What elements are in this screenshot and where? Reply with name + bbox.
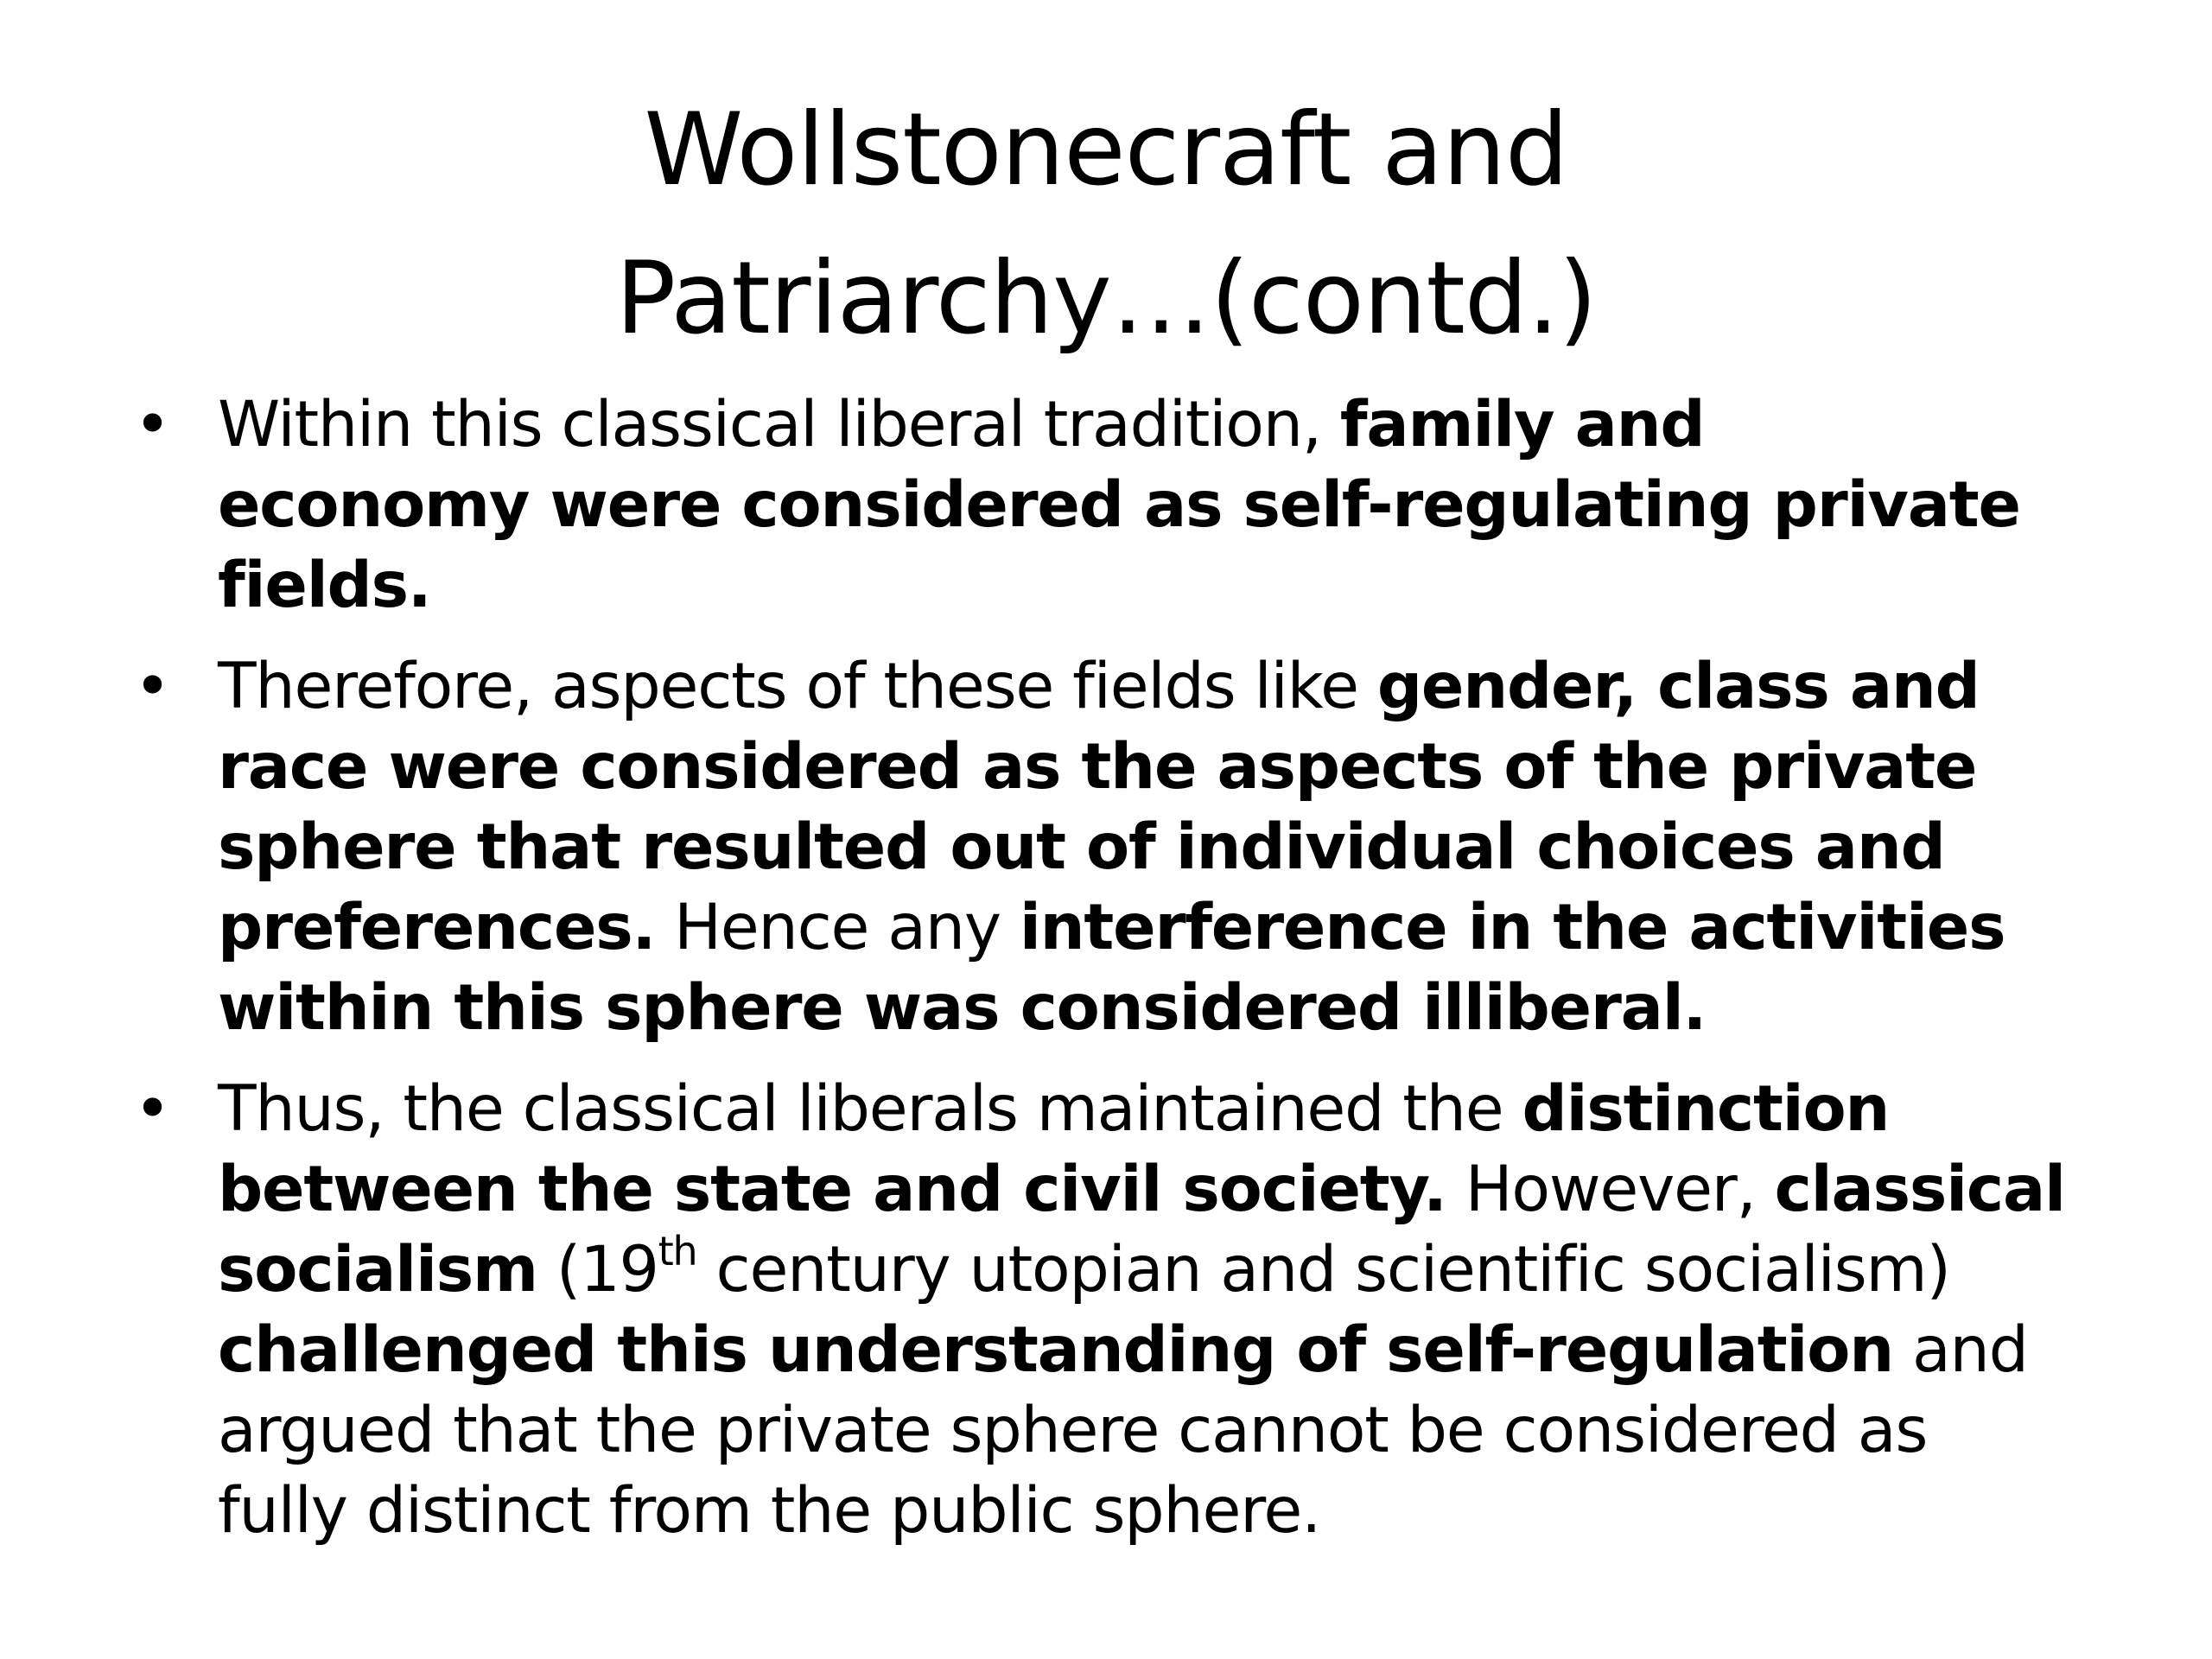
- text-bold: race were considered as the aspects of the private: [218, 730, 1977, 804]
- bullet-2-line-1: [218, 646, 2119, 727]
- bullet-3-line-3: [218, 1230, 2119, 1310]
- text-bold: classical: [1774, 1153, 2065, 1226]
- text-bold: preferences.: [218, 891, 656, 964]
- slide-title: [259, 76, 1953, 373]
- bullet-icon: •: [134, 1072, 170, 1146]
- text-bold: between the state and civil society.: [218, 1153, 1446, 1226]
- bullet-3-line-1: [218, 1069, 2119, 1149]
- bullet-item-2: [0, 646, 2119, 1048]
- bullet-3-line-2: [218, 1149, 2119, 1230]
- text-bold: family and: [1339, 388, 1705, 461]
- text-normal: Hence any: [655, 891, 1020, 964]
- bullet-2-line-2: [218, 727, 2119, 807]
- text-bold: fields.: [218, 549, 431, 622]
- text-normal: Therefore, aspects of these fields like: [218, 650, 1377, 723]
- bullet-3-line-6: [218, 1471, 2119, 1551]
- bullet-1-line-3: [218, 545, 2119, 626]
- bullet-2-line-5: [218, 968, 2119, 1048]
- title-line-2: Patriarchy…(contd.): [615, 240, 1597, 357]
- bullet-1-line-1: [218, 385, 2119, 465]
- text-normal: Within this classical liberal tradition,: [218, 388, 1340, 461]
- text-normal: However,: [1446, 1153, 1775, 1226]
- bullet-2-line-3: [218, 807, 2119, 887]
- bullet-icon: •: [134, 650, 170, 723]
- text-normal: and: [1892, 1313, 2028, 1387]
- text-bold: gender, class and: [1376, 650, 1980, 723]
- text-bold: sphere that resulted out of individual choices and: [218, 810, 1945, 884]
- bullet-3-line-4: [218, 1310, 2119, 1390]
- bullet-1-line-2: [218, 465, 2119, 545]
- text-normal: fully distinct from the public sphere.: [218, 1474, 1321, 1548]
- bullet-2-line-4: [218, 887, 2119, 968]
- text-normal: (19: [537, 1233, 658, 1306]
- text-bold: economy were considered as self-regulating private: [218, 468, 2020, 542]
- title-line-1: Wollstonecraft and: [644, 92, 1568, 208]
- bullet-list: [0, 385, 2212, 1551]
- text-bold: distinction: [1522, 1072, 1890, 1146]
- text-bold: challenged this understanding of self-regulation: [218, 1313, 1893, 1387]
- bullet-icon: •: [134, 388, 170, 461]
- text-bold: interference in the activities: [1019, 891, 2005, 964]
- text-normal: century utopian and scientific socialism): [696, 1233, 1950, 1306]
- text-bold: socialism: [218, 1233, 537, 1306]
- text-normal: argued that the private sphere cannot be considered as: [218, 1394, 1928, 1467]
- bullet-item-1: [0, 385, 2119, 626]
- superscript: th: [658, 1228, 697, 1274]
- bullet-3-line-5: [218, 1390, 2119, 1471]
- text-bold: within this sphere was considered illiberal.: [218, 971, 1707, 1045]
- bullet-item-3: [0, 1069, 2119, 1551]
- text-normal: Thus, the classical liberals maintained the: [218, 1072, 1522, 1146]
